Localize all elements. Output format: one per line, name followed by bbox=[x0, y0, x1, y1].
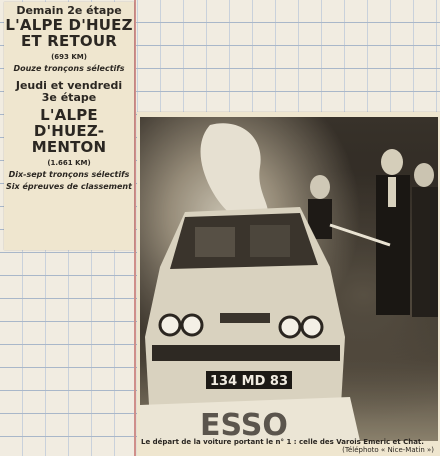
stage2-distance: (693 KM) bbox=[51, 53, 87, 62]
official-figure bbox=[381, 149, 403, 175]
rally-start-photo bbox=[140, 117, 438, 441]
stage3-heading-line1: Jeudi et vendredi bbox=[15, 78, 123, 92]
stage3-route-line2: MENTON bbox=[31, 138, 107, 157]
stage2-sections: Douze tronçons sélectifs bbox=[13, 64, 125, 74]
svg-text:ESSO: ESSO bbox=[200, 408, 288, 441]
stage3-heading-line2: 3e étape bbox=[41, 91, 97, 105]
photo-credit: (Téléphoto « Nice-Matin ») bbox=[342, 446, 434, 454]
official-figure bbox=[414, 163, 434, 187]
stage2-heading: Demain 2e étape bbox=[16, 4, 122, 17]
photo-clipping bbox=[137, 112, 440, 456]
stage3-sections: Dix-sept tronçons sélectifs bbox=[8, 170, 130, 180]
stage2-route-line2: ET RETOUR bbox=[20, 32, 117, 51]
headlight bbox=[302, 317, 322, 337]
stage3-tests: Six épreuves de classement bbox=[6, 181, 132, 191]
stage2-route-line1: L'ALPE D'HUEZ bbox=[5, 15, 133, 34]
headlight bbox=[280, 317, 300, 337]
spectator-figure bbox=[310, 175, 330, 199]
notebook-margin-line bbox=[134, 0, 136, 456]
stage3-distance: (1.661 KM) bbox=[47, 159, 91, 168]
caption-text: Le départ de la voiture portant le n° 1 : celle des Varois Emeric et Chat. bbox=[141, 438, 424, 446]
stage3-route-line1: L'ALPE D'HUEZ- bbox=[33, 105, 105, 140]
photo-caption bbox=[141, 438, 436, 454]
license-plate-text: 134 MD 83 bbox=[209, 374, 289, 389]
headlight bbox=[182, 315, 202, 335]
stage-schedule-clipping bbox=[4, 2, 134, 250]
headlight bbox=[160, 315, 180, 335]
car-badge bbox=[220, 313, 270, 323]
